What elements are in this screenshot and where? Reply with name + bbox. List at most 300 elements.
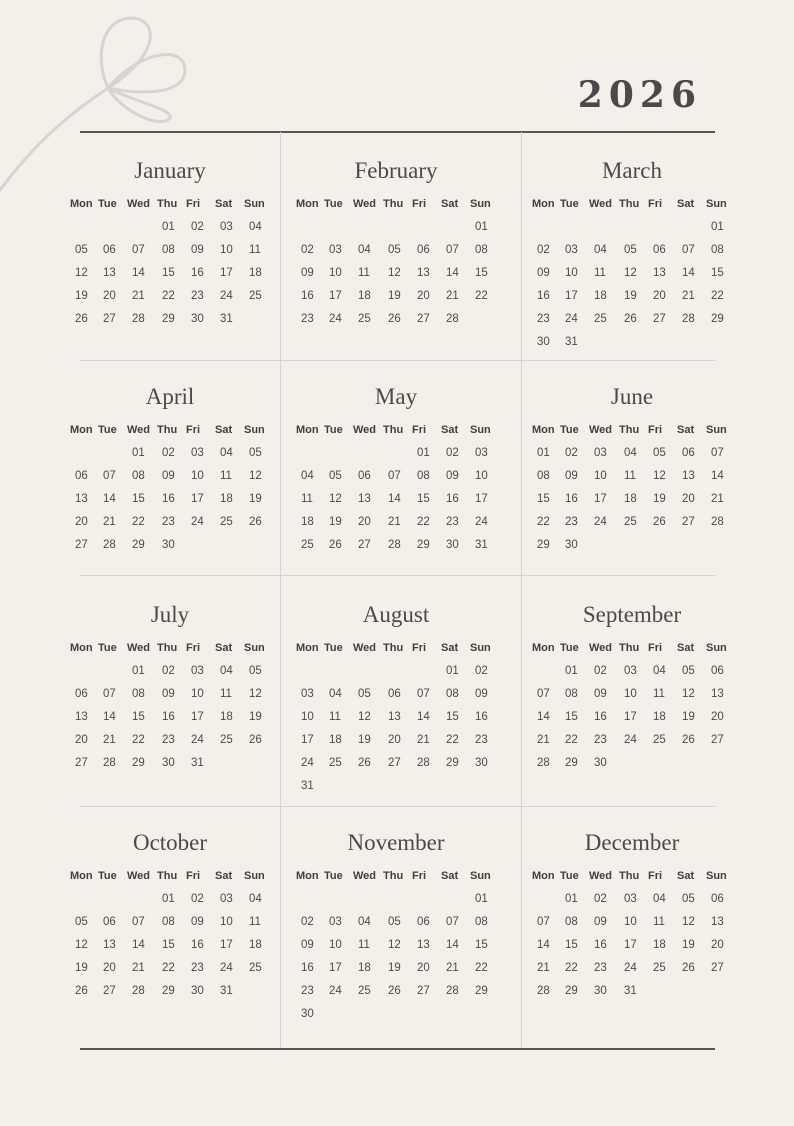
day-cell: 05 — [358, 688, 371, 700]
weekday-header: Thu — [619, 198, 640, 210]
year-title: 2026 — [577, 74, 702, 116]
day-cell: 27 — [75, 539, 88, 551]
day-cell: 30 — [162, 539, 175, 551]
day-cell: 27 — [103, 985, 116, 997]
day-cell: 19 — [388, 962, 401, 974]
day-cell: 16 — [594, 711, 607, 723]
day-cell: 19 — [249, 711, 262, 723]
day-cell: 08 — [565, 916, 578, 928]
day-cell: 03 — [191, 665, 204, 677]
day-cell: 21 — [132, 962, 145, 974]
month-title: October — [132, 830, 208, 855]
day-cell: 10 — [624, 916, 637, 928]
day-cell: 26 — [624, 313, 637, 325]
weekday-header: Fri — [412, 424, 427, 436]
day-cell: 24 — [624, 734, 637, 746]
bottom-rule — [80, 1048, 715, 1050]
day-cell: 14 — [388, 493, 401, 505]
day-cell: 21 — [103, 734, 116, 746]
day-cell: 02 — [301, 916, 314, 928]
day-cell: 08 — [565, 688, 578, 700]
day-cell: 07 — [537, 688, 550, 700]
day-cell: 25 — [358, 313, 371, 325]
day-cell: 04 — [220, 665, 233, 677]
day-cell: 14 — [446, 267, 459, 279]
day-cell: 21 — [446, 290, 459, 302]
weekday-header: Wed — [127, 424, 151, 436]
day-cell: 07 — [103, 470, 116, 482]
weekday-header: Tue — [98, 870, 117, 882]
day-cell: 23 — [162, 734, 175, 746]
day-cell: 08 — [711, 244, 724, 256]
day-cell: 18 — [249, 939, 262, 951]
day-cell: 12 — [75, 939, 88, 951]
day-cell: 11 — [624, 470, 636, 482]
weekday-header: Thu — [157, 642, 178, 654]
day-cell: 30 — [537, 336, 550, 348]
day-cell: 03 — [301, 688, 314, 700]
day-cell: 01 — [162, 893, 175, 905]
weekday-header: Mon — [70, 424, 93, 436]
weekday-header: Mon — [70, 870, 93, 882]
day-cell: 28 — [132, 313, 145, 325]
day-cell: 07 — [711, 447, 724, 459]
day-cell: 27 — [358, 539, 371, 551]
weekday-header: Tue — [560, 424, 579, 436]
day-cell: 11 — [249, 244, 261, 256]
day-cell: 05 — [249, 665, 262, 677]
day-cell: 08 — [537, 470, 550, 482]
day-cell: 15 — [711, 267, 724, 279]
weekday-header: Fri — [412, 870, 427, 882]
day-cell: 17 — [191, 493, 204, 505]
day-cell: 02 — [537, 244, 550, 256]
weekday-header: Sat — [441, 642, 459, 654]
day-cell: 17 — [220, 939, 233, 951]
day-cell: 26 — [329, 539, 342, 551]
day-cell: 01 — [446, 665, 459, 677]
day-cell: 05 — [75, 244, 88, 256]
day-cell: 25 — [220, 734, 233, 746]
day-cell: 17 — [565, 290, 578, 302]
weekday-header: Fri — [186, 642, 201, 654]
day-cell: 24 — [191, 734, 204, 746]
day-cell: 03 — [329, 244, 342, 256]
day-cell: 14 — [537, 711, 550, 723]
day-cell: 18 — [220, 493, 233, 505]
day-cell: 31 — [191, 757, 204, 769]
day-cell: 26 — [75, 313, 88, 325]
day-cell: 17 — [624, 939, 637, 951]
day-cell: 14 — [682, 267, 695, 279]
day-cell: 26 — [682, 734, 695, 746]
day-cell: 15 — [132, 711, 145, 723]
weekday-header: Tue — [324, 870, 343, 882]
day-cell: 06 — [388, 688, 401, 700]
day-cell: 10 — [329, 939, 342, 951]
day-cell: 03 — [594, 447, 607, 459]
day-cell: 12 — [624, 267, 637, 279]
day-cell: 23 — [191, 290, 204, 302]
day-cell: 09 — [191, 244, 204, 256]
day-cell: 03 — [220, 893, 233, 905]
day-cell: 08 — [475, 244, 488, 256]
weekday-header: Sun — [470, 424, 491, 436]
weekday-header: Thu — [383, 198, 404, 210]
day-cell: 12 — [249, 688, 262, 700]
day-cell: 20 — [103, 962, 116, 974]
day-cell: 13 — [103, 267, 116, 279]
day-cell: 31 — [565, 336, 578, 348]
day-cell: 15 — [162, 267, 175, 279]
day-cell: 04 — [624, 447, 637, 459]
day-cell: 27 — [388, 757, 401, 769]
day-cell: 03 — [624, 893, 637, 905]
day-cell: 22 — [475, 962, 488, 974]
month-title: February — [354, 158, 438, 183]
weekday-header: Sun — [244, 198, 265, 210]
weekday-header: Sat — [677, 870, 695, 882]
day-cell: 10 — [565, 267, 578, 279]
day-cell: 16 — [594, 939, 607, 951]
weekday-header: Mon — [296, 198, 319, 210]
day-cell: 18 — [358, 962, 371, 974]
day-cell: 13 — [388, 711, 401, 723]
day-cell: 06 — [417, 916, 430, 928]
day-cell: 22 — [711, 290, 724, 302]
weekday-header: Sat — [215, 424, 233, 436]
weekday-header: Sat — [677, 424, 695, 436]
day-cell: 01 — [132, 447, 145, 459]
day-cell: 02 — [191, 893, 204, 905]
day-cell: 23 — [594, 962, 607, 974]
day-cell: 20 — [711, 711, 724, 723]
day-cell: 24 — [220, 962, 233, 974]
grid-line — [280, 132, 281, 1048]
day-cell: 31 — [220, 985, 233, 997]
day-cell: 13 — [682, 470, 695, 482]
day-cell: 21 — [417, 734, 430, 746]
day-cell: 04 — [249, 893, 262, 905]
day-cell: 08 — [446, 688, 459, 700]
weekday-header: Sat — [215, 198, 233, 210]
day-cell: 12 — [682, 916, 695, 928]
day-cell: 06 — [358, 470, 371, 482]
day-cell: 28 — [682, 313, 695, 325]
weekday-header: Fri — [412, 642, 427, 654]
weekday-header: Tue — [560, 198, 579, 210]
day-cell: 14 — [537, 939, 550, 951]
month-title: August — [362, 602, 430, 627]
day-cell: 13 — [103, 939, 116, 951]
day-cell: 29 — [711, 313, 724, 325]
day-cell: 15 — [565, 939, 578, 951]
day-cell: 26 — [75, 985, 88, 997]
month-title: May — [374, 384, 418, 409]
day-cell: 04 — [653, 893, 666, 905]
day-cell: 24 — [475, 516, 488, 528]
day-cell: 23 — [594, 734, 607, 746]
weekday-header: Mon — [296, 870, 319, 882]
day-cell: 25 — [594, 313, 607, 325]
day-cell: 09 — [594, 688, 607, 700]
weekday-header: Thu — [383, 642, 404, 654]
day-cell: 08 — [417, 470, 430, 482]
day-cell: 22 — [162, 962, 175, 974]
day-cell: 19 — [682, 939, 695, 951]
day-cell: 21 — [103, 516, 116, 528]
day-cell: 26 — [388, 985, 401, 997]
day-cell: 24 — [301, 757, 314, 769]
weekday-header: Mon — [532, 870, 555, 882]
day-cell: 23 — [537, 313, 550, 325]
day-cell: 19 — [75, 962, 88, 974]
weekday-header: Tue — [560, 642, 579, 654]
day-cell: 12 — [682, 688, 695, 700]
day-cell: 21 — [446, 962, 459, 974]
day-cell: 28 — [417, 757, 430, 769]
day-cell: 09 — [301, 939, 314, 951]
day-cell: 04 — [358, 916, 371, 928]
day-cell: 16 — [537, 290, 550, 302]
day-cell: 23 — [565, 516, 578, 528]
day-cell: 09 — [565, 470, 578, 482]
month-title: November — [347, 830, 445, 855]
top-rule — [80, 131, 715, 133]
weekday-header: Wed — [589, 198, 613, 210]
day-cell: 04 — [653, 665, 666, 677]
day-cell: 15 — [417, 493, 430, 505]
day-cell: 28 — [446, 313, 459, 325]
day-cell: 10 — [220, 916, 233, 928]
grid-line — [80, 575, 715, 576]
day-cell: 27 — [682, 516, 695, 528]
day-cell: 07 — [537, 916, 550, 928]
day-cell: 07 — [446, 916, 459, 928]
weekday-header: Thu — [619, 424, 640, 436]
day-cell: 08 — [162, 244, 175, 256]
day-cell: 30 — [191, 985, 204, 997]
weekday-header: Wed — [353, 870, 377, 882]
day-cell: 18 — [653, 939, 666, 951]
day-cell: 05 — [329, 470, 342, 482]
day-cell: 15 — [475, 267, 488, 279]
day-cell: 22 — [417, 516, 430, 528]
day-cell: 07 — [132, 244, 145, 256]
day-cell: 12 — [75, 267, 88, 279]
day-cell: 03 — [475, 447, 488, 459]
day-cell: 22 — [537, 516, 550, 528]
day-cell: 02 — [162, 665, 175, 677]
day-cell: 19 — [358, 734, 371, 746]
month-title: September — [582, 602, 682, 627]
day-cell: 09 — [594, 916, 607, 928]
day-cell: 04 — [220, 447, 233, 459]
weekday-header: Sun — [470, 198, 491, 210]
day-cell: 11 — [220, 470, 232, 482]
day-cell: 21 — [682, 290, 695, 302]
weekday-header: Sat — [441, 198, 459, 210]
day-cell: 13 — [417, 267, 430, 279]
day-cell: 22 — [475, 290, 488, 302]
weekday-header: Sat — [441, 870, 459, 882]
day-cell: 06 — [711, 893, 724, 905]
day-cell: 13 — [75, 493, 88, 505]
weekday-header: Wed — [353, 642, 377, 654]
weekday-header: Sun — [470, 870, 491, 882]
day-cell: 28 — [132, 985, 145, 997]
day-cell: 12 — [388, 267, 401, 279]
day-cell: 27 — [417, 985, 430, 997]
day-cell: 09 — [537, 267, 550, 279]
day-cell: 12 — [249, 470, 262, 482]
day-cell: 16 — [565, 493, 578, 505]
day-cell: 28 — [537, 757, 550, 769]
weekday-header: Fri — [648, 424, 663, 436]
weekday-header: Wed — [127, 198, 151, 210]
day-cell: 02 — [565, 447, 578, 459]
day-cell: 03 — [624, 665, 637, 677]
day-cell: 29 — [162, 313, 175, 325]
day-cell: 20 — [103, 290, 116, 302]
day-cell: 14 — [417, 711, 430, 723]
month-title: June — [610, 384, 654, 409]
day-cell: 25 — [249, 962, 262, 974]
day-cell: 29 — [475, 985, 488, 997]
day-cell: 18 — [249, 267, 262, 279]
day-cell: 17 — [329, 962, 342, 974]
day-cell: 15 — [565, 711, 578, 723]
day-cell: 29 — [565, 985, 578, 997]
day-cell: 19 — [682, 711, 695, 723]
month-title: January — [134, 158, 206, 183]
day-cell: 04 — [301, 470, 314, 482]
day-cell: 12 — [358, 711, 371, 723]
day-cell: 21 — [537, 962, 550, 974]
day-cell: 01 — [537, 447, 550, 459]
day-cell: 31 — [220, 313, 233, 325]
day-cell: 05 — [653, 447, 666, 459]
weekday-header: Wed — [127, 870, 151, 882]
day-cell: 12 — [329, 493, 342, 505]
day-cell: 11 — [358, 939, 370, 951]
weekday-header: Sun — [244, 870, 265, 882]
day-cell: 23 — [162, 516, 175, 528]
day-cell: 10 — [220, 244, 233, 256]
day-cell: 27 — [711, 734, 724, 746]
day-cell: 20 — [358, 516, 371, 528]
day-cell: 07 — [446, 244, 459, 256]
day-cell: 18 — [220, 711, 233, 723]
day-cell: 23 — [191, 962, 204, 974]
day-cell: 07 — [417, 688, 430, 700]
weekday-header: Thu — [383, 870, 404, 882]
weekday-header: Wed — [589, 870, 613, 882]
day-cell: 12 — [388, 939, 401, 951]
day-cell: 30 — [191, 313, 204, 325]
day-cell: 24 — [329, 313, 342, 325]
day-cell: 22 — [565, 962, 578, 974]
day-cell: 12 — [653, 470, 666, 482]
day-cell: 05 — [249, 447, 262, 459]
day-cell: 22 — [446, 734, 459, 746]
day-cell: 13 — [653, 267, 666, 279]
day-cell: 06 — [682, 447, 695, 459]
day-cell: 29 — [446, 757, 459, 769]
day-cell: 06 — [103, 916, 116, 928]
day-cell: 03 — [191, 447, 204, 459]
day-cell: 28 — [711, 516, 724, 528]
day-cell: 20 — [417, 962, 430, 974]
day-cell: 24 — [191, 516, 204, 528]
day-cell: 24 — [594, 516, 607, 528]
day-cell: 29 — [132, 757, 145, 769]
day-cell: 29 — [132, 539, 145, 551]
day-cell: 06 — [653, 244, 666, 256]
day-cell: 19 — [249, 493, 262, 505]
day-cell: 02 — [594, 893, 607, 905]
day-cell: 23 — [446, 516, 459, 528]
day-cell: 01 — [711, 221, 724, 233]
day-cell: 15 — [446, 711, 459, 723]
day-cell: 11 — [594, 267, 606, 279]
day-cell: 19 — [329, 516, 342, 528]
day-cell: 04 — [249, 221, 262, 233]
day-cell: 13 — [358, 493, 371, 505]
day-cell: 17 — [329, 290, 342, 302]
day-cell: 04 — [594, 244, 607, 256]
day-cell: 27 — [75, 757, 88, 769]
weekday-header: Sat — [677, 198, 695, 210]
day-cell: 14 — [132, 267, 145, 279]
day-cell: 07 — [682, 244, 695, 256]
day-cell: 02 — [594, 665, 607, 677]
day-cell: 08 — [475, 916, 488, 928]
day-cell: 30 — [162, 757, 175, 769]
weekday-header: Tue — [324, 424, 343, 436]
day-cell: 16 — [162, 711, 175, 723]
weekday-header: Thu — [157, 198, 178, 210]
day-cell: 10 — [475, 470, 488, 482]
day-cell: 27 — [653, 313, 666, 325]
day-cell: 20 — [653, 290, 666, 302]
day-cell: 26 — [249, 734, 262, 746]
grid-line — [80, 806, 715, 807]
weekday-header: Sun — [706, 424, 727, 436]
day-cell: 30 — [594, 985, 607, 997]
day-cell: 17 — [191, 711, 204, 723]
day-cell: 31 — [301, 780, 314, 792]
day-cell: 15 — [537, 493, 550, 505]
day-cell: 16 — [162, 493, 175, 505]
day-cell: 17 — [301, 734, 314, 746]
day-cell: 05 — [682, 893, 695, 905]
day-cell: 24 — [565, 313, 578, 325]
weekday-header: Mon — [70, 642, 93, 654]
day-cell: 13 — [417, 939, 430, 951]
day-cell: 29 — [537, 539, 550, 551]
day-cell: 20 — [75, 516, 88, 528]
weekday-header: Mon — [296, 642, 319, 654]
day-cell: 24 — [624, 962, 637, 974]
day-cell: 25 — [653, 734, 666, 746]
day-cell: 03 — [220, 221, 233, 233]
day-cell: 09 — [162, 470, 175, 482]
day-cell: 06 — [75, 470, 88, 482]
day-cell: 28 — [103, 757, 116, 769]
day-cell: 22 — [565, 734, 578, 746]
day-cell: 25 — [358, 985, 371, 997]
